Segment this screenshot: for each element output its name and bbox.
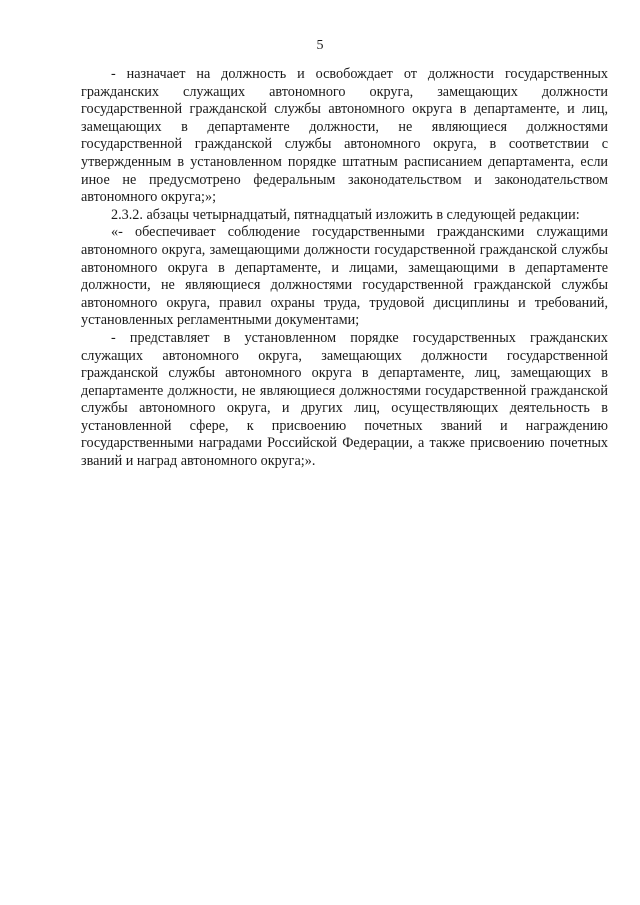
paragraph-appoints-dismisses: - назначает на должность и освобождает от должности государственных гражданских служащих автономного округа, замещающих должности государственной гражданской службы автономного округа в департаменте, и лиц, замещающих в департаменте должности, не являющиеся должностями государственной гражданской службы автономного округа, в соответствии с утвержденным в установленном порядке штатным расписанием департамента, если иное не предусмотрено федеральным законодательством и законодательством автономного округа;»; [81,66,608,206]
page-number: 5 [316,38,324,53]
paragraph-presents-awards: - представляет в установленном порядке государственных гражданских служащих автономного округа, замещающих должности государственной гражданской службы автономного округа в департаменте, лиц, замещающих в департаменте должности, не являющиеся должностями государственной гражданской службы автономного округа, и других лиц, осуществляющих деятельность в установленной сфере, к присвоению почетных званий и награждению государственными наградами Российской Федерации, а также присвоению почетных званий и наград автономного округа;». [81,329,608,470]
paragraph-amendment-clause: 2.3.2. абзацы четырнадцатый, пятнадцатый изложить в следующей редакции: [111,206,580,223]
paragraph-ensures-compliance: «- обеспечивает соблюдение государственными гражданскими служащими автономного округа, замещающими должности государственной гражданской службы автономного округа в департаменте, и лицами, замещающими в департаменте должности, не являющиеся должностями государственной гражданской службы автономного округа, правил охраны труда, трудовой дисциплины и требований, установленных регламентными документами; [81,224,608,329]
document-body [81,66,608,471]
